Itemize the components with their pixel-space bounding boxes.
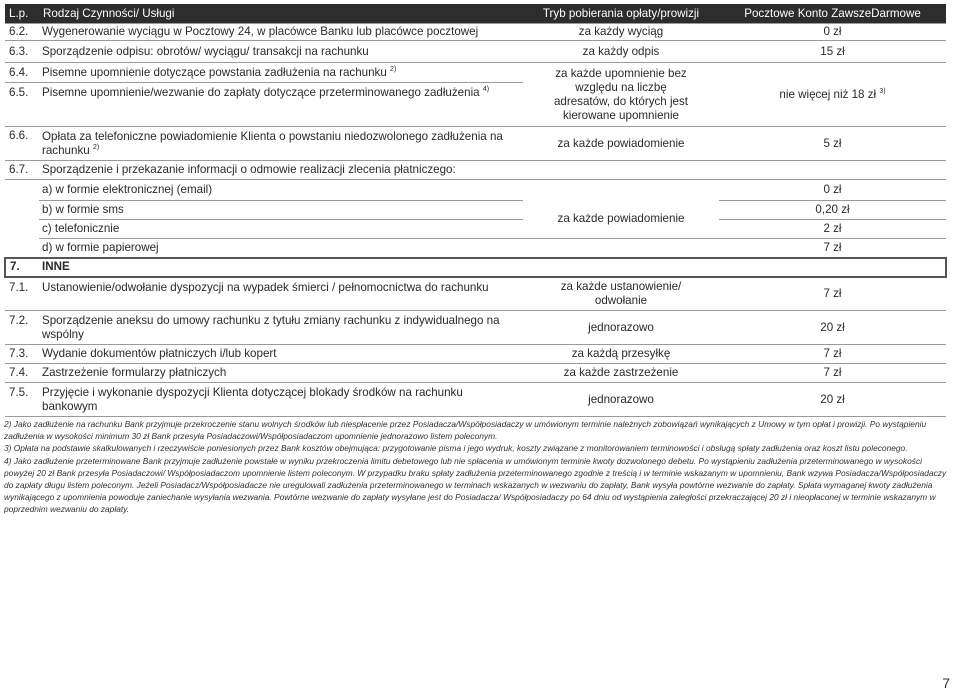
row-mode: za każdy wyciąg xyxy=(523,24,719,41)
row-name: Sporządzenie aneksu do umowy rachunku z tytułu zmiany rachunku z indywidualnego na wspólny xyxy=(39,311,523,345)
row-name: Zastrzeżenie formularzy płatniczych xyxy=(39,364,523,383)
table-row xyxy=(5,311,946,345)
footnote-ref: 4) xyxy=(482,86,490,94)
row-lp: 7.2. xyxy=(5,311,39,345)
table-row xyxy=(5,277,946,311)
footnote-ref: 3) xyxy=(879,87,886,95)
row-lp: 6.4. xyxy=(5,63,39,83)
row-name: Sporządzenie i przekazanie informacji o odmowie realizacji zlecenia płatniczego: xyxy=(39,161,946,180)
table-row xyxy=(5,201,946,220)
row-fee: 7 zł xyxy=(719,364,946,383)
table-row xyxy=(5,63,946,83)
row-mode: za każde zastrzeżenie xyxy=(523,364,719,383)
row-name xyxy=(39,127,523,161)
row-mode: za każdy odpis xyxy=(523,41,719,63)
table-row xyxy=(5,239,946,258)
row-lp: 6.3. xyxy=(5,41,39,63)
table-row xyxy=(5,220,946,239)
row-mode: jednorazowo xyxy=(523,383,719,417)
row-name-text: Pisemne upomnienie dotyczące powstania zadłużenia na rachunku xyxy=(42,65,387,79)
row-mode-empty xyxy=(523,239,719,258)
row-fee: 0 zł xyxy=(719,24,946,41)
row-lp: 6.6. xyxy=(5,127,39,161)
footnotes xyxy=(4,418,952,516)
footnote-3: 3) Opłata na podstawie skalkulowanych i rzeczywiście poniesionych przez Bank kosztów obejmująca: przygotowanie pisma i jego wydruk, koszty związane z monitorowaniem terminowości i obsługą spłaty zadłużenia oraz koszt listu poleconego. xyxy=(4,443,908,454)
row-fee: 5 zł xyxy=(719,127,946,161)
table-row xyxy=(5,127,946,161)
row-mode-empty xyxy=(523,180,719,201)
row-name: Wygenerowanie wyciągu w Pocztowy 24, w placówce Banku lub placówce pocztowej xyxy=(39,24,523,41)
table-row xyxy=(5,41,946,63)
row-name: d) w formie papierowej xyxy=(39,239,523,258)
row-fee xyxy=(719,63,946,127)
row-fee: 7 zł xyxy=(719,277,946,311)
row-lp: 7.3. xyxy=(5,345,39,364)
header-charge-mode: Tryb pobierania opłaty/prowizji xyxy=(523,4,719,24)
row-fee: 7 zł xyxy=(719,345,946,364)
table-header xyxy=(5,4,946,24)
row-mode: za każde powiadomienie xyxy=(523,127,719,161)
footnote-ref: 2) xyxy=(390,65,397,73)
row-lp: 7.4. xyxy=(5,364,39,383)
row-name: b) w formie sms xyxy=(39,201,523,220)
table-row xyxy=(5,345,946,364)
row-lp: 6.5. xyxy=(5,83,39,127)
row-fee: 0,20 zł xyxy=(719,201,946,220)
row-fee: 0 zł xyxy=(719,180,946,201)
row-lp-empty xyxy=(5,239,39,258)
row-name: Przyjęcie i wykonanie dyspozycji Klienta dotyczącej blokady środków na rachunku bankowym xyxy=(39,383,523,417)
row-mode: jednorazowo xyxy=(523,311,719,345)
header-account: Pocztowe Konto ZawszeDarmowe xyxy=(719,4,946,24)
page-number: 7 xyxy=(942,675,950,691)
row-fee: 20 zł xyxy=(719,383,946,417)
header-service-type: Rodzaj Czynności/ Usługi xyxy=(39,4,523,24)
footnote-ref: 2) xyxy=(92,143,100,151)
table-row xyxy=(5,24,946,41)
row-name xyxy=(39,63,523,83)
row-name: c) telefonicznie xyxy=(39,220,523,239)
row-name: Sporządzenie odpisu: obrotów/ wyciągu/ transakcji na rachunku xyxy=(39,41,523,63)
section-lp: 7. xyxy=(5,258,39,277)
table-row xyxy=(5,383,946,417)
row-lp-empty xyxy=(5,201,39,220)
footnote-4: 4) Jako zadłużenie przeterminowane Bank przyjmuje zadłużenie powstałe w wyniku przekroczenia limitu debetowego lub nie spłacenia w umówionym terminie kwoty dozwolonego debetu. Po wystąpieniu zadłużenia przeterminowanego w wysokości powyżej 20 zł Bank przesyła Posiadaczowi/ Współposiadaczom upomnienie listem poleconym. W przypadku braku spłaty zadłużenia przeterminowanego zgodnie z treścią i w terminie wskazanym w upomnieniu, Bank wzywa Posiadacza/Współposiadaczy do zapłaty długu listem poleconym. Jeżeli Posiadacz/Współposiadacze nie uregulowali zadłużenia przeterminowanego w terminach wskazanych w wezwaniu do zapłaty, Bank wysyła powtórne wezwanie do zapłaty. Spłata wymaganej kwoty zadłużenia wynikającego z upomnienia powoduje zaniechanie wysyłania wezwania. Powtórne wezwanie do zapłaty wysyłane jest do Posiadacza/ Współposiadaczy po 64 dniu od wystąpienia zaległości przekraczającej 20 zł i nieopłaconej w terminie wskazanym w poprzednim wezwaniu do zapłaty. xyxy=(4,455,947,515)
row-lp: 7.1. xyxy=(5,277,39,311)
row-name-text: Pisemne upomnienie/wezwanie do zapłaty dotyczące przeterminowanego zadłużenia xyxy=(42,86,480,99)
fee-table xyxy=(4,4,947,417)
row-name: a) w formie elektronicznej (email) xyxy=(39,180,523,201)
table-row xyxy=(5,364,946,383)
row-mode: za każdą przesyłkę xyxy=(523,345,719,364)
row-fee: 20 zł xyxy=(719,311,946,345)
row-mode: za każde upomnienie bez względu na liczbę adresatów, do których jest kierowane upomnienie xyxy=(523,63,719,127)
row-fee: 7 zł xyxy=(719,239,946,258)
row-mode: za każde ustanowienie/ odwołanie xyxy=(523,277,719,311)
row-lp-empty xyxy=(5,180,39,201)
footnote-2: 2) Jako zadłużenie na rachunku Bank przyjmuje przekroczenie stanu wolnych środków lub niespłacenie przez Posiadacza/Współposiadaczy w umówionym terminie należnych zobowiązań wynikających z Umowy w tym opłat i prowizji. Po wystąpieniu zadłużenia w wysokości minimum 30 zł Bank przesyła Posiadaczowi/Współposiadaczom upomnienie jednorazowo listem poleconym. xyxy=(4,419,927,442)
row-fee: 15 zł xyxy=(719,41,946,63)
table-row xyxy=(5,180,946,201)
row-name-text: Opłata za telefoniczne powiadomienie Klienta o powstaniu niedozwolonego zadłużenia na rachunku xyxy=(42,129,503,157)
table-row xyxy=(5,161,946,180)
row-fee-text: nie więcej niż 18 zł xyxy=(779,87,877,101)
row-lp: 6.2. xyxy=(5,24,39,41)
row-fee: 2 zł xyxy=(719,220,946,239)
header-lp: L.p. xyxy=(5,4,39,24)
row-lp: 6.7. xyxy=(5,161,39,180)
row-name: Ustanowienie/odwołanie dyspozycji na wypadek śmierci / pełnomocnictwa do rachunku xyxy=(39,277,523,311)
row-lp: 7.5. xyxy=(5,383,39,417)
row-name: Wydanie dokumentów płatniczych i/lub kopert xyxy=(39,345,523,364)
row-lp-empty xyxy=(5,220,39,239)
section-empty xyxy=(719,258,946,277)
section-header xyxy=(5,258,946,277)
section-title: INNE xyxy=(39,258,523,277)
row-name xyxy=(39,83,523,127)
section-empty xyxy=(523,258,719,277)
row-mode: za każde powiadomienie xyxy=(523,201,719,239)
